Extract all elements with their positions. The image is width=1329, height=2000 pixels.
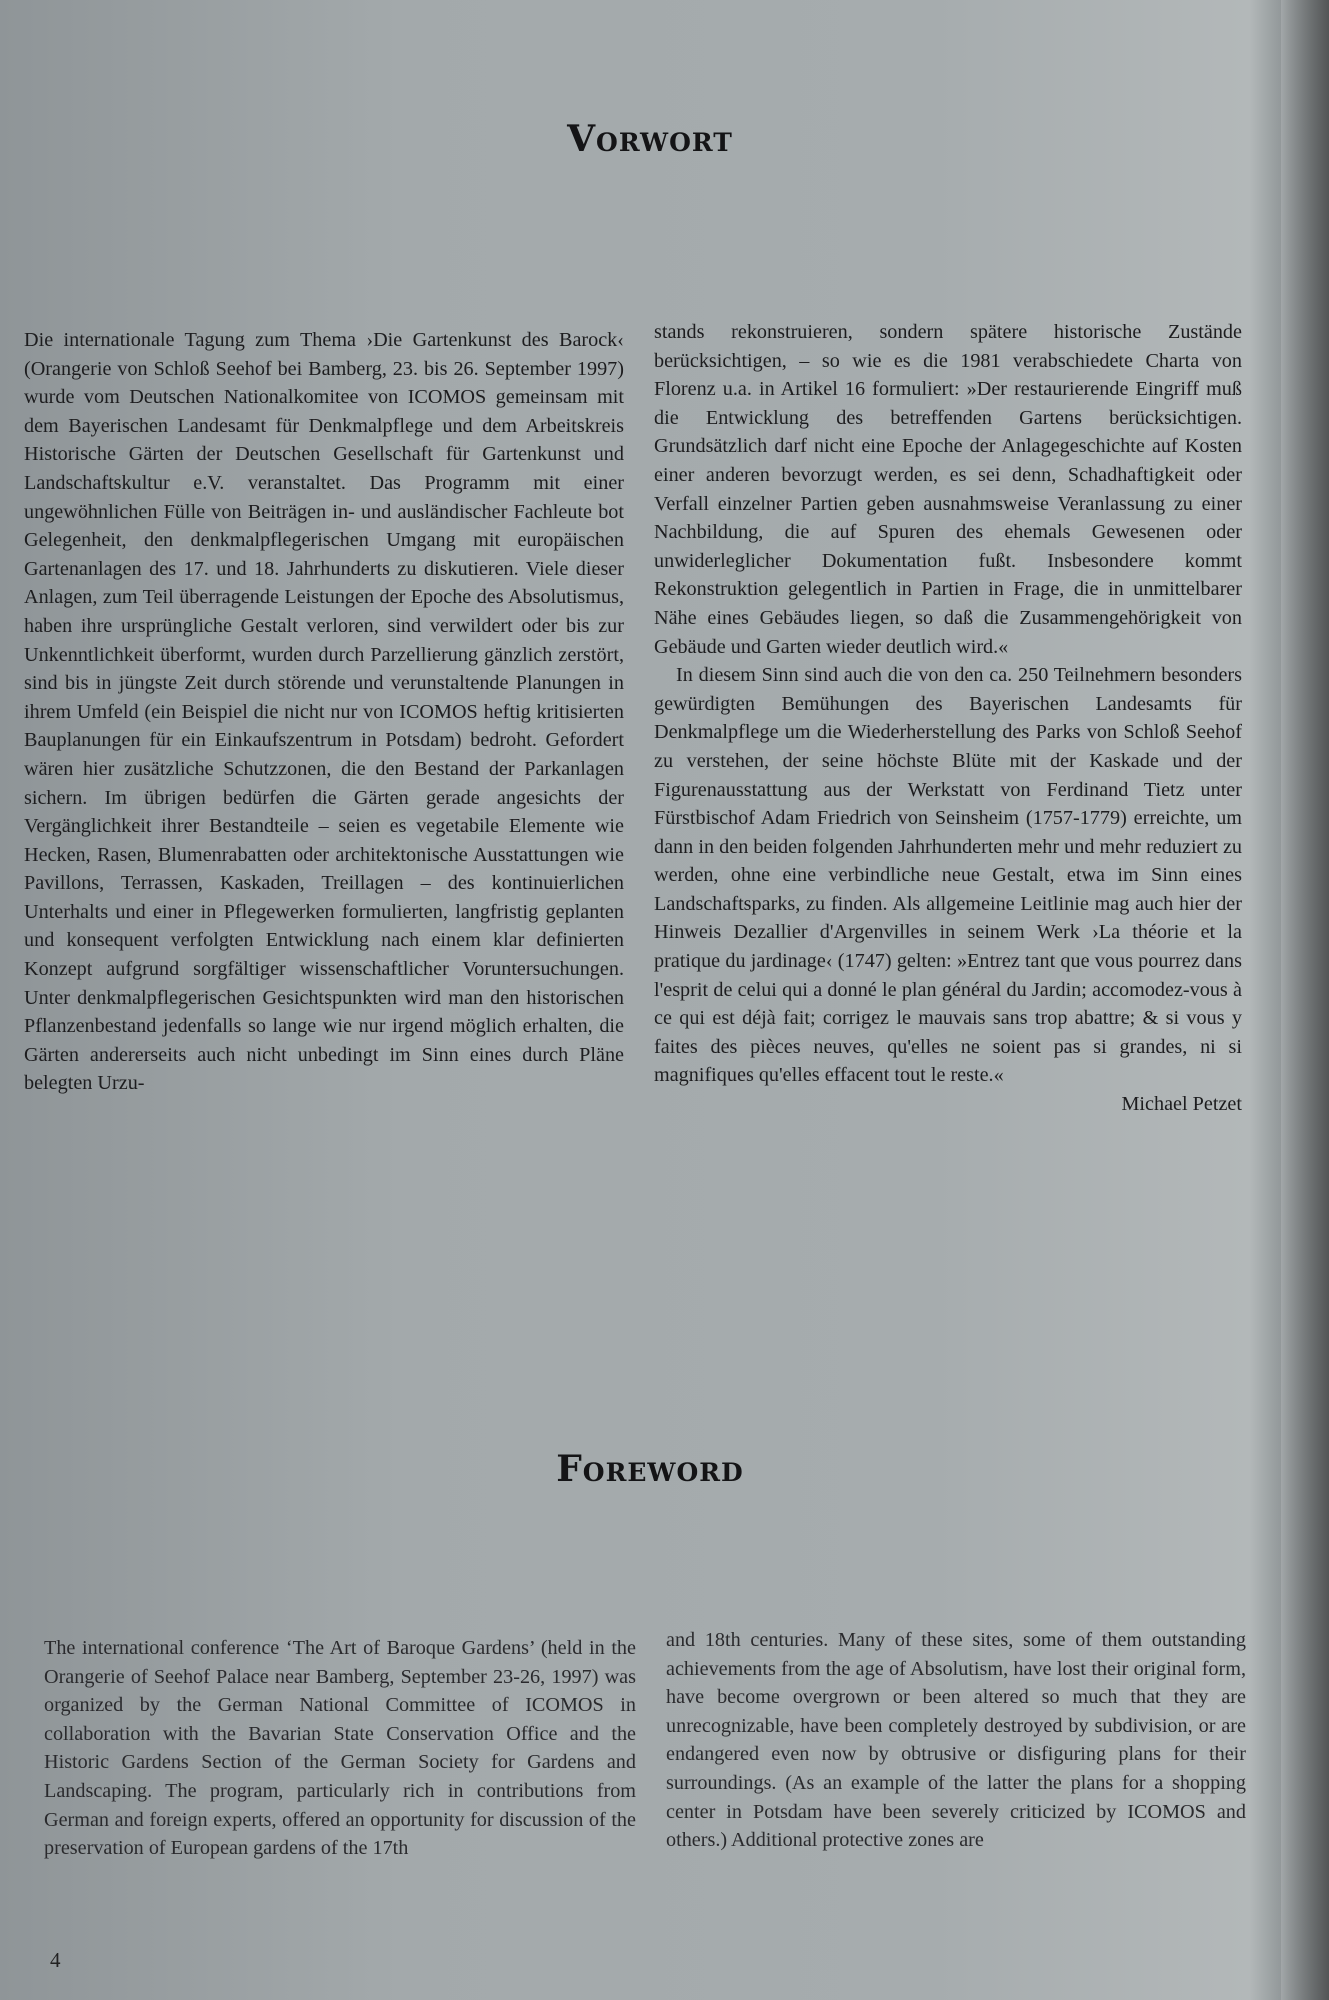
german-paragraph-1-continued: stands rekonstruieren, sondern spätere historische Zustände berücksichtigen, – so wie es die 1981 verabschiedete Charta von Florenz u.a. in Artikel 16 formuliert: »Der restaurierende Eingriff muß die Entwicklung des betreffenden Gartens berücksichtigen. Grundsätzlich darf nicht eine Epoche der Anlagegeschichte auf Kosten einer anderen bevorzugt werden, es sei denn, Schadhaftigkeit oder Verfall einzelner Partien geben ausnahmsweise Veranlassung zu einer Nachbildung, die auf Spuren des ehemals Gewesenen oder unwiderleglicher Dokumentation fußt. Insbesondere kommt Rekonstruktion gelegentlich in Partien in Frage, die in unmittelbarer Nähe eines Gebäudes liegen, so daß die Zusammengehörigkeit von Gebäude und Garten wieder deutlich wird.«	[654, 321, 1242, 658]
english-paragraph-1: The international conference ‘The Art of Baroque Gardens’ (held in the Orangerie of Seehof Palace near Bamberg, September 23-26, 1997) was organized by the German National Committee of ICOMOS in collaboration with the Bavarian State Conservation Office and the Historic Gardens Section of the German Society for Gardens and Landscaping. The program, particularly rich in contributions from German and foreign experts, offered an opportunity for discussion of the preservation of European gardens of the 17th	[44, 1637, 636, 1860]
book-gutter	[1281, 0, 1329, 2000]
foreword-heading: Foreword	[556, 1448, 744, 1490]
english-right-column	[666, 1626, 1246, 1855]
page-number: 4	[50, 1948, 61, 1972]
german-left-column	[24, 326, 624, 1098]
vorwort-heading: Vorwort	[567, 118, 733, 160]
german-right-column	[654, 318, 1242, 1119]
german-paragraph-1: Die internationale Tagung zum Thema ›Die Gartenkunst des Barock‹ (Orangerie von Schloß Seehof bei Bamberg, 23. bis 26. September 1997) wurde vom Deutschen Nationalkomitee von ICOMOS gemeinsam mit dem Bayerischen Landesamt für Denkmalpflege und dem Arbeitskreis Historische Gärten der Deutschen Gesellschaft für Gartenkunst und Landschaftskultur e.V. veranstaltet. Das Programm mit einer ungewöhnlichen Fülle von Beiträgen in- und ausländischer Fachleute bot Gelegenheit, den denkmalpflegerischen Umgang mit europäischen Gartenanlagen des 17. und 18. Jahrhunderts zu diskutieren. Viele dieser Anlagen, zum Teil überragende Leistungen der Epoche des Absolutismus, haben ihre ursprüngliche Gestalt verloren, sind verwildert oder bis zur Unkenntlichkeit überformt, wurden durch Parzellierung gänzlich zerstört, sind bis in jüngste Zeit durch störende und verunstaltende Planungen in ihrem Umfeld (ein Beispiel die nicht nur von ICOMOS heftig kritisierten Bauplanungen für ein Einkaufszentrum in Potsdam) bedroht. Gefordert wären hier zusätzliche Schutzzonen, die den Bestand der Parkanlagen sichern. Im übrigen bedürfen die Gärten gerade angesichts der Vergänglichkeit ihrer Bestandteile – seien es vegetabile Elemente wie Hecken, Rasen, Blumenrabatten oder architektonische Ausstattungen wie Pavillons, Terrassen, Kaskaden, Treillagen – des kontinuierlichen Unterhalts und einer in Pflegewerken formulierten, langfristig geplanten und konsequent verfolgten Entwicklung nach einem klar definierten Konzept aufgrund sorgfältiger wissenschaftlicher Voruntersuchungen. Unter denkmalpflegerischen Gesichtspunkten wird man den historischen Pflanzenbestand jedenfalls so lange wie nur irgend möglich erhalten, die Gärten andererseits auch nicht unbedingt im Sinn eines durch Pläne belegten Urzu-	[24, 329, 624, 1095]
author-signature: Michael Petzet	[1121, 1093, 1242, 1116]
show-through-text	[290, 1254, 1070, 1300]
english-left-column	[44, 1634, 636, 1863]
german-paragraph-2: In diesem Sinn sind auch die von den ca. 250 Teilnehmern besonders gewürdigten Bemühungen des Bayerischen Landesamts für Denkmalpflege um die Wiederherstellung des Parks von Schloß Seehof zu verstehen, der seine höchste Blüte mit der Kaskade und der Figurenausstattung aus der Werkstatt von Ferdinand Tietz unter Fürstbischof Adam Friedrich von Seinsheim (1757-1779) erreichte, um dann in den beiden folgenden Jahrhunderten mehr und mehr reduziert zu werden, ohne eine verbindliche neue Gestalt, etwa im Sinn eines Landschaftsparks, zu finden. Als allgemeine Leitlinie mag auch hier der Hinweis Dezallier d'Argenvilles in seinem Werk ›La théorie et la pratique du jardinage‹ (1747) gelten: »Entrez tant que vous pourrez dans l'esprit de celui qui a donné le plan général du Jardin; accomodez-vous à ce qui est déjà fait; corrigez le mauvais sans trop abattre; & si vous y faites des pièces neuves, qu'elles ne soient pas si grandes, ni si magnifiques qu'elles effacent tout le reste.«	[654, 664, 1242, 1087]
english-paragraph-1-continued: and 18th centuries. Many of these sites, some of them outstanding achievements from the age of Absolutism, have lost their original form, have become overgrown or been altered so much that they are unrecognizable, have been completely destroyed by subdivision, or are endangered even now by obtrusive or disfiguring plans for their surroundings. (As an example of the latter the plans for a shopping center in Potsdam have been severely criticized by ICOMOS and others.) Additional protective zones are	[666, 1629, 1246, 1852]
